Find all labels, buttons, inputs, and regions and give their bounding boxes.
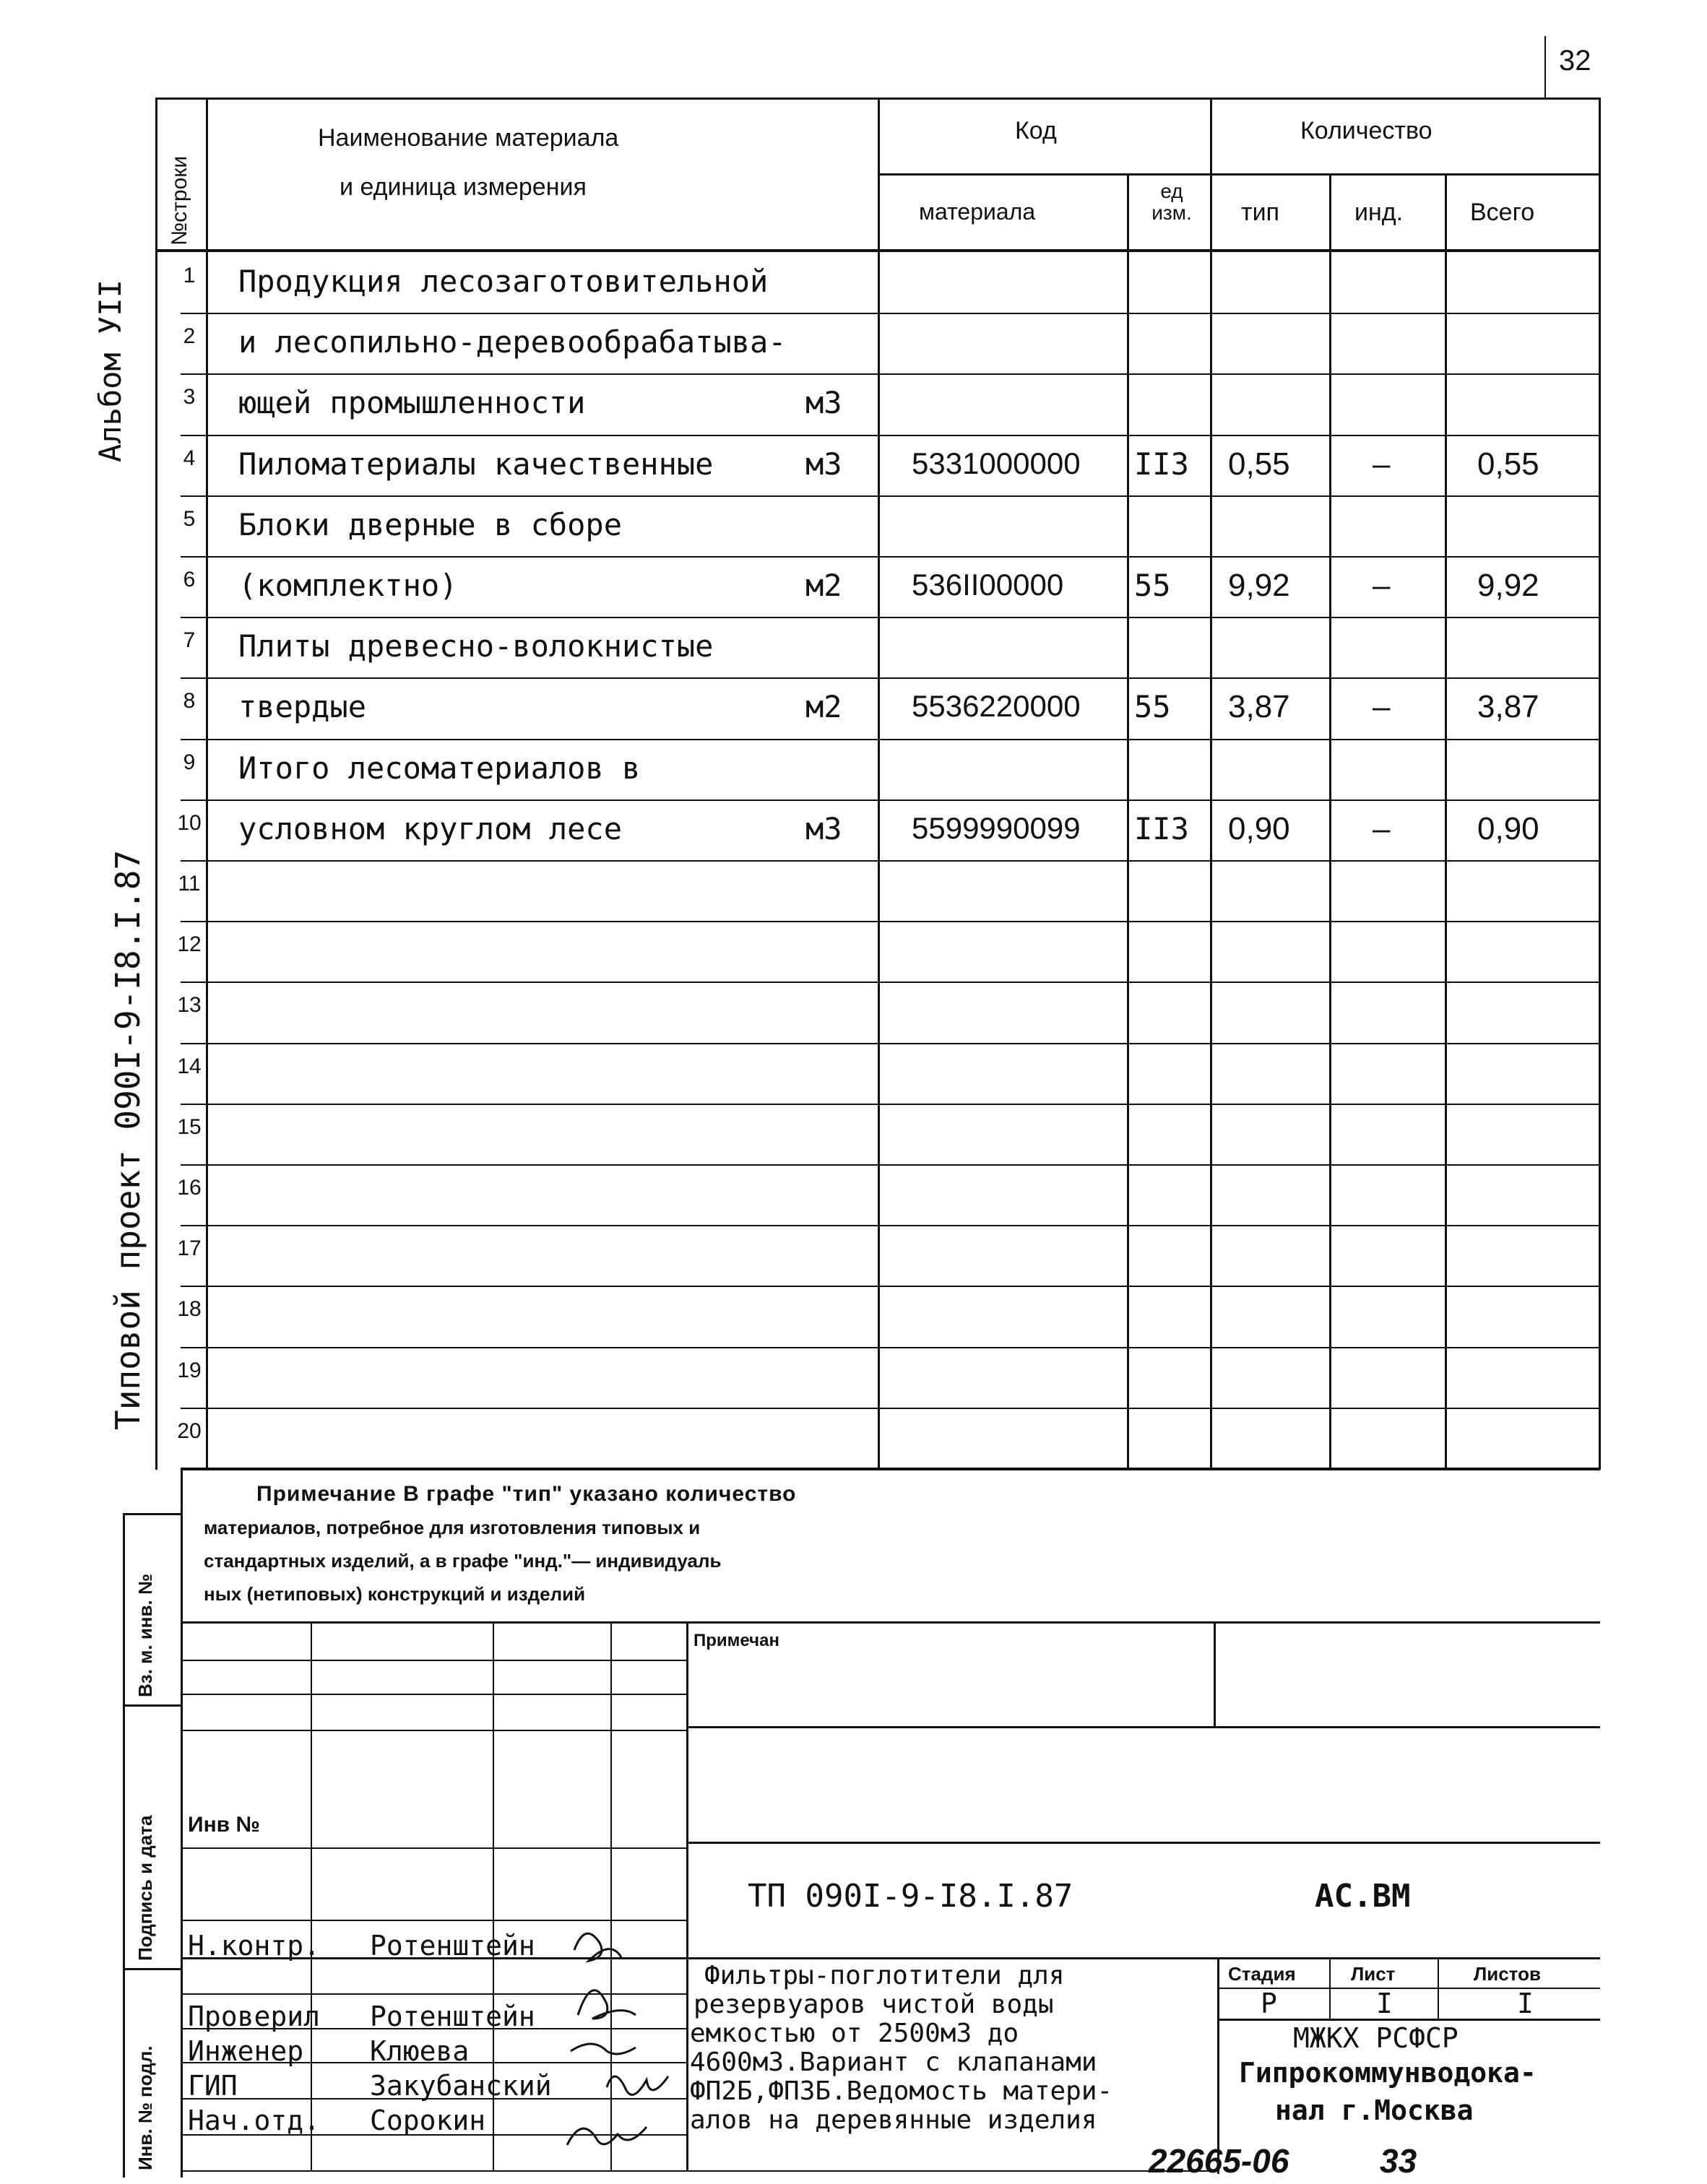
row-number: 18 xyxy=(177,1297,202,1321)
material-name: Блоки дверные в сборе xyxy=(238,507,623,542)
material-name: Итого лесоматериалов в xyxy=(238,750,641,786)
row-divider xyxy=(181,677,1600,679)
material-name: Пиломатериалы качественные xyxy=(238,446,714,482)
material-unit: м2 xyxy=(805,689,842,724)
qty-type: 0,90 xyxy=(1228,811,1290,846)
row-number: 1 xyxy=(183,264,196,287)
code-col-divider xyxy=(1127,173,1129,1470)
row-divider xyxy=(181,1347,1600,1348)
role-dept-head: Нач.отд. xyxy=(188,2105,321,2136)
qty-total: 9,92 xyxy=(1477,568,1539,603)
org-line-1: МЖКХ РСФСР xyxy=(1293,2022,1458,2054)
row-number: 13 xyxy=(177,993,202,1017)
row-divider xyxy=(181,1225,1600,1226)
table-border-right xyxy=(1599,98,1601,1470)
material-name: Плиты древесно-волокнистые xyxy=(238,628,714,664)
title-line-5: ФП2Б,ФП3Б.Ведомость матери- xyxy=(690,2076,1113,2106)
qty-type: 3,87 xyxy=(1228,689,1290,724)
name-header-line2: и единица измерения xyxy=(340,173,587,201)
title-line-6: алов на деревянные изделия xyxy=(690,2105,1097,2135)
table-top-border xyxy=(155,98,1600,100)
row-number: 9 xyxy=(183,750,196,774)
material-unit: м3 xyxy=(805,811,842,846)
title-line-1: Фильтры-поглотители для xyxy=(704,1961,1065,1990)
archive-number: 22665-06 xyxy=(1149,2142,1289,2180)
tip-col-divider xyxy=(1329,173,1331,1470)
person-engineer: Клюева xyxy=(370,2035,470,2067)
row-number: 2 xyxy=(183,324,196,348)
material-unit: м2 xyxy=(805,568,842,603)
person-norm-control: Ротенштейн xyxy=(370,1930,535,1962)
row-number: 4 xyxy=(183,446,196,470)
stamp-top-line xyxy=(181,1621,1600,1624)
note-line-1: Примечание В графе "тип" указано количество xyxy=(256,1482,797,1506)
code-header: Код xyxy=(1015,117,1057,144)
qty-type: 9,92 xyxy=(1228,568,1290,603)
row-number: 10 xyxy=(177,811,202,835)
material-name: (комплектно) xyxy=(238,568,458,603)
sheet-value: I xyxy=(1376,1988,1393,2019)
page-number-mark xyxy=(1544,36,1546,98)
qty-total-header: Всего xyxy=(1470,199,1535,226)
row-divider xyxy=(181,1104,1600,1105)
unit-code: II3 xyxy=(1134,446,1189,482)
code-unit-header: ед изм. xyxy=(1151,180,1192,224)
material-code: 5331000000 xyxy=(912,446,1081,480)
material-unit: м3 xyxy=(805,446,842,482)
qty-ind: – xyxy=(1373,811,1391,846)
row-number-header: №строки xyxy=(168,155,191,246)
row-number: 7 xyxy=(183,628,196,652)
qty-type: 0,55 xyxy=(1228,446,1290,482)
inv-number-label: Инв № xyxy=(188,1813,260,1837)
stamp-side-div1 xyxy=(123,1704,182,1707)
unit-code: 55 xyxy=(1134,689,1171,724)
table-border-left xyxy=(155,98,157,1470)
row-divider xyxy=(181,921,1600,922)
vz-inv-label: Вз. м. инв. № xyxy=(134,1574,156,1697)
ind-col-divider xyxy=(1445,173,1447,1470)
role-gip: ГИП xyxy=(188,2070,238,2102)
row-number: 6 xyxy=(183,568,196,592)
note-line-2: материалов, потребное для изготовления типовых и xyxy=(204,1517,701,1538)
row-number: 12 xyxy=(177,932,202,956)
stamp-bottom-line xyxy=(181,2170,1217,2172)
qty-ind: – xyxy=(1373,446,1391,482)
name-col-divider xyxy=(878,98,880,1470)
person-checked: Ротенштейн xyxy=(370,2001,535,2032)
row-number: 19 xyxy=(177,1358,202,1382)
material-code: 536II00000 xyxy=(912,568,1064,602)
material-name: ющей промышленности xyxy=(238,385,586,420)
qty-total: 3,87 xyxy=(1477,689,1539,724)
note-line-4: ных (нетиповых) конструкций и изделий xyxy=(204,1583,586,1605)
inv-no-label: Инв. № подл. xyxy=(134,2045,156,2170)
page-number: 32 xyxy=(1559,45,1591,77)
material-code: 5536220000 xyxy=(912,689,1081,723)
role-norm-control: Н.контр. xyxy=(188,1930,321,1962)
row-divider xyxy=(181,1408,1600,1409)
row-number: 20 xyxy=(177,1419,202,1443)
row-number: 16 xyxy=(177,1176,202,1200)
row-divider xyxy=(181,556,1600,558)
qty-total: 0,55 xyxy=(1477,446,1539,482)
table-bottom-border xyxy=(181,1468,1600,1470)
row-divider xyxy=(181,1164,1600,1166)
row-divider xyxy=(181,373,1600,375)
org-line-3: нал г.Москва xyxy=(1275,2094,1474,2126)
stamp-side-left xyxy=(123,1513,125,2178)
document-code: ТП 090I-9-I8.I.87 xyxy=(748,1878,1073,1915)
stamp-side-top xyxy=(123,1513,182,1515)
material-code: 5599990099 xyxy=(912,811,1081,845)
role-checked: Проверил xyxy=(188,2001,321,2032)
note-line-3: стандартных изделий, а в графе "инд."— индивидуаль xyxy=(204,1550,722,1572)
rownum-divider xyxy=(206,98,208,1470)
row-divider xyxy=(181,495,1600,497)
stamp-col-1 xyxy=(311,1621,312,2170)
name-header-line1: Наименование материала xyxy=(318,124,619,152)
row-number: 17 xyxy=(177,1236,202,1260)
row-divider xyxy=(181,982,1600,983)
sheet-label: Лист xyxy=(1351,1963,1396,1985)
primechan-divider xyxy=(1214,1621,1216,1726)
sheet-number: 33 xyxy=(1380,2142,1417,2180)
row-number: 14 xyxy=(177,1054,202,1078)
signatures-graphic xyxy=(563,1907,686,2174)
row-number: 8 xyxy=(183,689,196,713)
stage-div-1 xyxy=(1329,1957,1331,2021)
sign-date-label: Подпись и дата xyxy=(134,1815,156,1961)
stage-label: Стадия xyxy=(1228,1963,1296,1985)
project-label: Типовой проект 090I-9-I8.I.87 xyxy=(108,849,147,1430)
qty-ind: – xyxy=(1373,689,1391,724)
unit-code: 55 xyxy=(1134,568,1171,603)
row-number: 3 xyxy=(183,385,196,409)
person-gip: Закубанский xyxy=(370,2070,552,2102)
sheets-value: I xyxy=(1517,1988,1534,2019)
row-divider xyxy=(181,739,1600,740)
material-unit: м3 xyxy=(805,385,842,420)
quantity-header: Количество xyxy=(1300,117,1432,144)
qty-ind-header: инд. xyxy=(1354,199,1404,226)
row-divider xyxy=(181,860,1600,862)
row-divider xyxy=(181,1286,1600,1287)
row-number: 11 xyxy=(178,872,201,896)
qty-ind: – xyxy=(1373,568,1391,603)
stamp-side-div2 xyxy=(123,1968,182,1970)
album-label: Альбом УII xyxy=(92,280,128,462)
row-number: 15 xyxy=(177,1115,202,1139)
primechan-label: Примечан xyxy=(693,1631,779,1650)
title-line-4: 4600м3.Вариант с клапанами xyxy=(690,2048,1097,2077)
code-material-header: материала xyxy=(919,199,1036,225)
row-divider xyxy=(181,1043,1600,1044)
stage-value: Р xyxy=(1261,1988,1277,2019)
header-mid-line xyxy=(878,173,1600,176)
material-name: Продукция лесозаготовительной xyxy=(238,264,769,299)
unit-code: II3 xyxy=(1134,811,1189,846)
document-mark: АС.ВМ xyxy=(1315,1878,1411,1915)
stamp-side-right xyxy=(181,1468,183,2178)
role-engineer: Инженер xyxy=(188,2035,304,2067)
row-divider xyxy=(181,617,1600,618)
stamp-primechan-bottom xyxy=(686,1726,1600,1728)
qty-total: 0,90 xyxy=(1477,811,1539,846)
sheets-label: Листов xyxy=(1474,1963,1541,1985)
header-bottom-line xyxy=(155,249,1600,252)
stage-div-2 xyxy=(1438,1957,1439,2021)
row-divider xyxy=(181,800,1600,801)
material-name: условном круглом лесе xyxy=(238,811,623,846)
title-line-3: емкостью от 2500м3 до xyxy=(690,2019,1019,2048)
row-number: 5 xyxy=(183,507,196,531)
row-divider xyxy=(181,435,1600,436)
title-line-2: резервуаров чистой воды xyxy=(693,1990,1054,2019)
material-name: и лесопильно-деревообрабатыва- xyxy=(238,324,787,360)
material-name: твердые xyxy=(238,689,367,724)
row-divider xyxy=(181,313,1600,314)
unit-col-divider xyxy=(1210,98,1212,1470)
person-dept-head: Сорокин xyxy=(370,2105,486,2136)
stamp-col-4 xyxy=(686,1621,688,2170)
org-line-2: Гипрокоммунводока- xyxy=(1239,2057,1537,2089)
qty-type-header: тип xyxy=(1241,199,1279,226)
stamp-code-top xyxy=(686,1842,1600,1844)
